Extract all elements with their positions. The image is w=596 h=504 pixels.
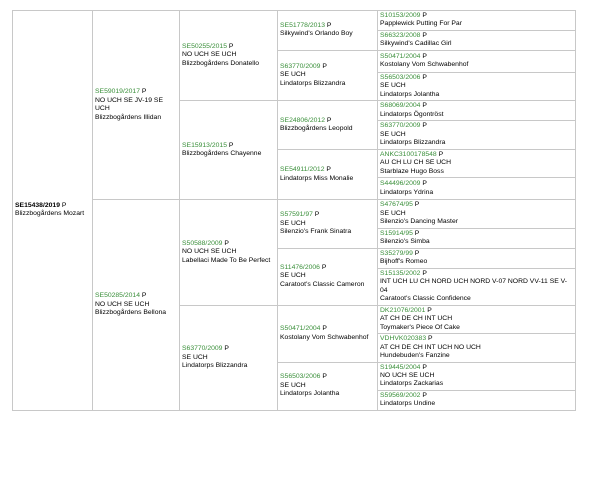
registration-line bbox=[380, 307, 573, 315]
registration-number-link[interactable]: SE50285/2014 bbox=[95, 292, 140, 300]
dog-titles: SE UCH bbox=[280, 381, 306, 389]
dog-name: Kostolany Vom Schwabenhof bbox=[380, 61, 469, 69]
dog-name: Toymaker's Piece Of Cake bbox=[380, 323, 460, 331]
gen4-dog-cell bbox=[378, 50, 576, 72]
dog-titles: SE UCH bbox=[380, 209, 406, 217]
gen3-dog-cell bbox=[278, 305, 378, 362]
registration-line bbox=[280, 211, 375, 219]
dog-titles: AT CH DE CH INT UCH NO UCH bbox=[380, 343, 481, 351]
registration-number-link[interactable]: SE50255/2015 bbox=[182, 42, 227, 50]
gen3-dog-cell bbox=[278, 101, 378, 149]
dog-name: Blizzbogårdens Donatello bbox=[182, 59, 260, 67]
registration-suffix: P bbox=[422, 73, 427, 81]
registration-line bbox=[280, 264, 375, 272]
registration-number-link[interactable]: S56503/2006 bbox=[380, 73, 421, 81]
registration-line bbox=[380, 32, 573, 40]
registration-number-link[interactable]: S44496/2009 bbox=[380, 180, 421, 188]
gen2-dog-cell bbox=[180, 11, 278, 101]
gen4-dog-cell bbox=[378, 390, 576, 410]
dog-name: Lindatorps Blizzandra bbox=[280, 79, 346, 87]
registration-line bbox=[95, 88, 177, 96]
dog-titles: SE UCH bbox=[280, 71, 306, 79]
registration-suffix: P bbox=[422, 102, 427, 110]
registration-line bbox=[280, 166, 375, 174]
dog-name: Lindatorps Jolantha bbox=[380, 90, 440, 98]
registration-line bbox=[380, 201, 573, 209]
dog-name: Lindatorps Ydrina bbox=[380, 188, 434, 196]
gen4-dog-cell bbox=[378, 121, 576, 149]
registration-line bbox=[380, 250, 573, 258]
dog-name: Lindatorps Undine bbox=[380, 400, 436, 408]
registration-suffix: P bbox=[422, 52, 427, 60]
registration-line bbox=[182, 240, 275, 248]
gen2-dog-cell bbox=[180, 200, 278, 305]
dog-titles: SE UCH bbox=[182, 353, 208, 361]
registration-suffix: P bbox=[228, 42, 234, 50]
dog-titles: INT UCH LU CH NORD UCH NORD V-07 NORD VV-11 SE V-04 bbox=[380, 278, 568, 294]
registration-suffix: P bbox=[314, 211, 320, 219]
registration-suffix: P bbox=[141, 88, 147, 96]
registration-line bbox=[280, 63, 375, 71]
registration-number-link[interactable]: S47674/95 bbox=[380, 201, 413, 209]
pedigree-row bbox=[13, 11, 576, 31]
registration-line bbox=[280, 117, 375, 125]
dog-name: Labellaci Made To Be Perfect bbox=[182, 256, 271, 264]
registration-line bbox=[380, 230, 573, 238]
registration-line bbox=[380, 180, 573, 188]
registration-line bbox=[182, 43, 275, 51]
dog-name: Lindatorps Blizzandra bbox=[380, 139, 446, 147]
registration-number-link: SE15438/2019 bbox=[15, 201, 60, 209]
dog-name: Silenzio's Frank Sinatra bbox=[280, 228, 352, 236]
registration-line bbox=[280, 373, 375, 381]
registration-line bbox=[280, 22, 375, 30]
gen3-dog-cell bbox=[278, 200, 378, 248]
gen3-dog-cell bbox=[278, 362, 378, 410]
dog-name: Lindatorps Miss Monalie bbox=[280, 174, 354, 182]
registration-number-link[interactable]: SE59019/2017 bbox=[95, 88, 140, 96]
gen4-dog-cell bbox=[378, 30, 576, 50]
registration-number-link[interactable]: S66323/2008 bbox=[380, 31, 421, 39]
registration-suffix: P bbox=[428, 335, 433, 343]
registration-suffix: P bbox=[422, 269, 427, 277]
dog-titles: NO UCH SE UCH bbox=[380, 371, 435, 379]
dog-name: Hundebuden's Fanzine bbox=[380, 352, 450, 360]
registration-number-link[interactable]: S68069/2004 bbox=[380, 102, 421, 110]
registration-number-link[interactable]: S59569/2002 bbox=[380, 391, 421, 399]
dog-name: Caratoot's Classic Confidence bbox=[380, 295, 471, 303]
dog-name: Caratoot's Classic Cameron bbox=[280, 280, 365, 288]
registration-number-link[interactable]: SE24806/2012 bbox=[280, 116, 325, 124]
dog-titles: SE UCH bbox=[280, 219, 306, 227]
gen2-dog-cell bbox=[180, 101, 278, 200]
gen4-dog-cell bbox=[378, 72, 576, 100]
dog-name: Kostolany Vom Schwabenhof bbox=[280, 333, 369, 341]
registration-suffix: P bbox=[422, 31, 427, 39]
registration-line bbox=[380, 335, 573, 343]
dog-titles: SE UCH bbox=[380, 82, 406, 90]
gen4-dog-cell bbox=[378, 200, 576, 228]
dog-name: Silkywind's Orlando Boy bbox=[280, 30, 353, 38]
dog-name: Starblaze Hugo Boss bbox=[380, 167, 444, 175]
gen4-dog-cell bbox=[378, 248, 576, 268]
registration-suffix: P bbox=[224, 345, 229, 353]
registration-number-link[interactable]: S50471/2004 bbox=[380, 52, 421, 60]
registration-number-link[interactable]: S10153/2009 bbox=[380, 12, 421, 19]
gen3-dog-cell bbox=[278, 50, 378, 100]
registration-line bbox=[280, 325, 375, 333]
registration-suffix: P bbox=[422, 180, 427, 188]
registration-suffix: P bbox=[422, 391, 427, 399]
registration-suffix: P bbox=[414, 229, 420, 237]
dog-name: Lindatorps Jolantha bbox=[280, 390, 340, 398]
registration-suffix: P bbox=[321, 263, 327, 271]
dog-titles: NO UCH SE UCH bbox=[182, 51, 237, 59]
registration-line bbox=[380, 102, 573, 110]
registration-number-link[interactable]: S63770/2009 bbox=[182, 345, 223, 353]
registration-line bbox=[95, 292, 177, 300]
gen4-dog-cell bbox=[378, 149, 576, 177]
registration-line bbox=[380, 270, 573, 278]
dog-titles: NO UCH SE UCH bbox=[95, 300, 150, 308]
gen4-dog-cell bbox=[378, 101, 576, 121]
gen4-dog-cell bbox=[378, 268, 576, 305]
dog-name: Bijhoff's Romeo bbox=[380, 258, 428, 266]
registration-suffix: P bbox=[427, 306, 432, 314]
gen3-dog-cell bbox=[278, 149, 378, 199]
registration-number-link[interactable]: S35279/99 bbox=[380, 249, 413, 257]
registration-suffix: P bbox=[224, 239, 229, 247]
gen4-dog-cell bbox=[378, 11, 576, 31]
registration-suffix: P bbox=[422, 12, 427, 19]
registration-number-link[interactable]: S15135/2002 bbox=[380, 269, 421, 277]
registration-number-link[interactable]: S15914/95 bbox=[380, 229, 413, 237]
registration-line bbox=[380, 12, 573, 20]
dog-name: Blizzbogårdens Chayenne bbox=[182, 150, 262, 158]
dog-titles: SE UCH bbox=[380, 130, 406, 138]
registration-suffix: P bbox=[326, 21, 332, 29]
registration-line bbox=[380, 122, 573, 130]
registration-line bbox=[380, 74, 573, 82]
registration-number-link[interactable]: S50471/2004 bbox=[280, 325, 321, 333]
dog-name: Blizzbogårdens Bellona bbox=[95, 309, 167, 317]
registration-suffix: P bbox=[438, 150, 444, 158]
registration-suffix: P bbox=[414, 201, 420, 209]
dog-name: Blizzbogårdens Illidan bbox=[95, 113, 162, 121]
registration-number-link[interactable]: S19445/2004 bbox=[380, 363, 421, 371]
registration-suffix: P bbox=[414, 249, 420, 257]
dog-name: Silenzio's Dancing Master bbox=[380, 218, 458, 226]
registration-number-link[interactable]: S57591/97 bbox=[280, 211, 313, 219]
registration-number-link[interactable]: SE54911/2012 bbox=[280, 166, 325, 174]
gen4-dog-cell bbox=[378, 362, 576, 390]
registration-line bbox=[380, 151, 573, 159]
registration-suffix: P bbox=[322, 373, 327, 381]
registration-number-link[interactable]: S63770/2009 bbox=[280, 62, 321, 70]
registration-number-link[interactable]: VDHVK020383 bbox=[380, 335, 427, 343]
dog-titles: AT CH DE CH INT UCH bbox=[380, 315, 453, 323]
dog-name: Silkywind's Cadillac Girl bbox=[380, 40, 452, 48]
dog-name: Silenzio's Simba bbox=[380, 238, 430, 246]
registration-suffix: P bbox=[422, 363, 427, 371]
registration-suffix: P bbox=[61, 201, 67, 209]
registration-line bbox=[380, 364, 573, 372]
dog-titles: SE UCH bbox=[280, 272, 306, 280]
registration-line bbox=[380, 392, 573, 400]
registration-suffix: P bbox=[326, 166, 331, 174]
pedigree-row bbox=[13, 200, 576, 228]
gen4-dog-cell bbox=[378, 228, 576, 248]
dog-titles: AU CH LU CH SE UCH bbox=[380, 159, 451, 167]
gen4-dog-cell bbox=[378, 305, 576, 333]
dog-titles: NO UCH SE JV-19 SE UCH bbox=[95, 96, 163, 113]
dog-titles: NO UCH SE UCH bbox=[182, 248, 237, 256]
registration-suffix: P bbox=[228, 141, 234, 149]
registration-number-link[interactable]: S63770/2009 bbox=[380, 122, 421, 130]
dog-name: Lindatorps Ögontröst bbox=[380, 110, 444, 118]
registration-number-link[interactable]: SE51778/2013 bbox=[280, 21, 325, 29]
dog-name: Blizzbogårdens Leopold bbox=[280, 125, 353, 133]
gen4-dog-cell bbox=[378, 334, 576, 362]
registration-line bbox=[182, 345, 275, 353]
registration-suffix: P bbox=[326, 116, 332, 124]
registration-line bbox=[380, 53, 573, 61]
registration-number-link[interactable]: S50588/2009 bbox=[182, 239, 223, 247]
pedigree-table bbox=[12, 10, 576, 411]
registration-suffix: P bbox=[322, 62, 327, 70]
dog-name: Papplewick Putting For Par bbox=[380, 20, 462, 28]
registration-suffix: P bbox=[422, 122, 427, 130]
dog-name: Lindatorps Blizzandra bbox=[182, 362, 248, 369]
registration-number-link[interactable]: SE15913/2015 bbox=[182, 141, 227, 149]
subject-dog-cell bbox=[13, 11, 93, 411]
registration-number-link[interactable]: ANKC3100178548 bbox=[380, 150, 437, 158]
gen1-dog-cell bbox=[93, 200, 180, 411]
gen3-dog-cell bbox=[278, 11, 378, 51]
gen2-dog-cell bbox=[180, 305, 278, 410]
registration-suffix: P bbox=[141, 292, 147, 300]
gen4-dog-cell bbox=[378, 178, 576, 200]
dog-name: Blizzbogårdens Mozart bbox=[15, 210, 85, 218]
registration-number-link[interactable]: S56503/2006 bbox=[280, 373, 321, 381]
dog-name: Lindatorps Zackarias bbox=[380, 380, 444, 388]
gen3-dog-cell bbox=[278, 248, 378, 305]
registration-suffix: P bbox=[322, 325, 327, 333]
registration-number-link[interactable]: DK21076/2001 bbox=[380, 306, 426, 314]
gen1-dog-cell bbox=[93, 11, 180, 200]
registration-number-link[interactable]: S11476/2006 bbox=[280, 263, 320, 271]
